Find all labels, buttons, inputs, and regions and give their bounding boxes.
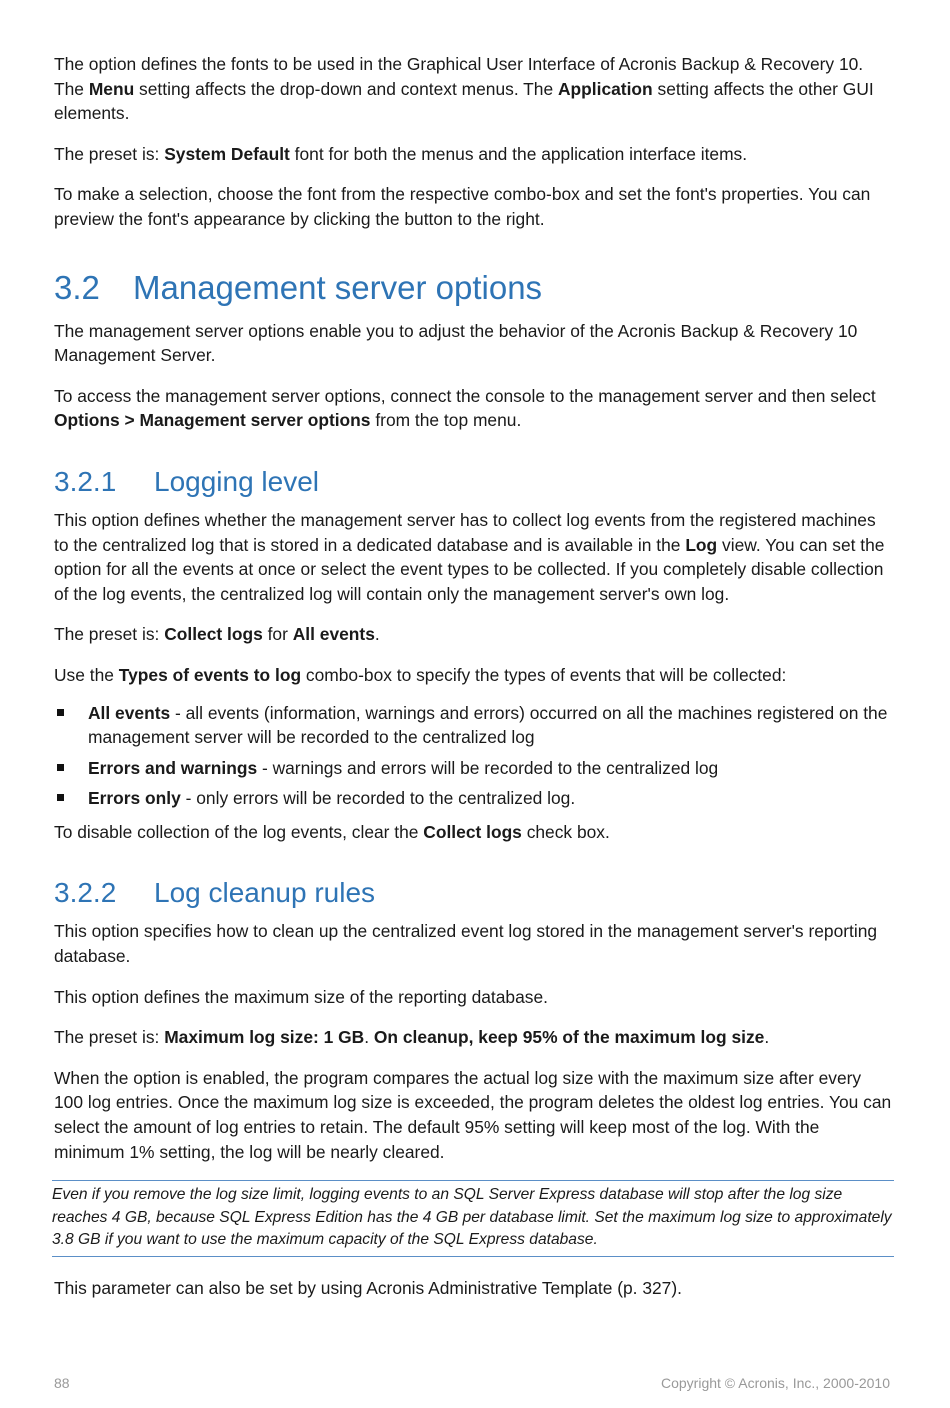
list-item: All events - all events (information, warnings and errors) occurred on all the machines registered on the management server will be recorded to the centralized log <box>54 701 894 750</box>
copyright-text: Copyright © Acronis, Inc., 2000-2010 <box>661 1375 890 1391</box>
subsection-heading-3-2-2 <box>54 876 894 910</box>
paragraph-max-size: This option defines the maximum size of the reporting database. <box>54 986 548 1007</box>
section-title: Management server options <box>133 268 543 306</box>
document-page <box>54 52 894 1317</box>
subsection-number: 3.2.1 <box>54 465 117 497</box>
event-types-list <box>54 701 894 811</box>
subsection-title: Logging level <box>154 465 320 497</box>
paragraph-management-options: The management server options enable you to adjust the behavior of the Acronis Backup & Recovery 10 Management Server. <box>54 320 858 366</box>
intro-paragraph-selection: To make a selection, choose the font from the respective combo-box and set the font's properties. You can preview the font's appearance by clicking the button to the right. <box>54 184 871 229</box>
bullet-square-icon <box>57 709 64 716</box>
paragraph-cleanup-preset: The preset is: Maximum log size: 1 GB. On cleanup, keep 95% of the maximum log size. <box>54 1027 770 1048</box>
paragraph-access-options: To access the management server options, connect the console to the management server and then select Options > Management server options from the top menu. <box>54 385 876 431</box>
bullet-square-icon <box>57 764 64 771</box>
intro-paragraph-preset: The preset is: System Default font for both the menus and the application interface items. <box>54 143 748 164</box>
list-item: Errors and warnings - warnings and errors will be recorded to the centralized log <box>54 756 894 781</box>
page-footer <box>54 1375 890 1391</box>
paragraph-cleanup-behavior: When the option is enabled, the program compares the actual log size with the maximum size after every 100 log entries. Once the maximum log size is exceeded, the program deletes the oldest log entries. You can select the amount of log entries to retain. The default 95% setting will keep most of the log. With the minimum 1% setting, the log will be nearly cleared. <box>54 1067 892 1162</box>
subsection-heading-3-2-1 <box>54 465 894 499</box>
intro-paragraph-fonts: The option defines the fonts to be used in the Graphical User Interface of Acronis Backup & Recovery 10. The Menu setting affects the drop-down and context menus. The Application setting affects the other GUI elements. <box>54 54 874 124</box>
paragraph-admin-template: This parameter can also be set by using Acronis Administrative Template (p. 327). <box>54 1278 682 1299</box>
section-number: 3.2 <box>54 268 100 306</box>
paragraph-logging-preset: The preset is: Collect logs for All events. <box>54 624 380 645</box>
page-number: 88 <box>54 1375 70 1391</box>
bullet-square-icon <box>57 794 64 801</box>
note-sql-express: Even if you remove the log size limit, logging events to an SQL Server Express database will stop after the log size reaches 4 GB, because SQL Express Edition has the 4 GB per database limit. Set the maximum log size to approximately 3.8 GB if you want to use the maximum capacity of the SQL Express database. <box>52 1180 894 1257</box>
paragraph-logging-description: This option defines whether the management server has to collect log events from the registered machines to the centralized log that is stored in a dedicated database and is available in the Log view. You can set the option for all the events at once or select the event types to be collected. If you completely disable collection of the log events, the centralized log will contain only the management server's own log. <box>54 509 885 604</box>
subsection-title: Log cleanup rules <box>154 877 376 909</box>
list-item: Errors only - only errors will be recorded to the centralized log. <box>54 786 894 811</box>
paragraph-cleanup-description: This option specifies how to clean up the centralized event log stored in the management server's reporting database. <box>54 921 878 967</box>
subsection-number: 3.2.2 <box>54 877 117 909</box>
section-heading-3-2 <box>54 268 894 308</box>
paragraph-types-of-events: Use the Types of events to log combo-box to specify the types of events that will be collected: <box>54 664 787 685</box>
paragraph-disable-collection: To disable collection of the log events, clear the Collect logs check box. <box>54 821 610 842</box>
